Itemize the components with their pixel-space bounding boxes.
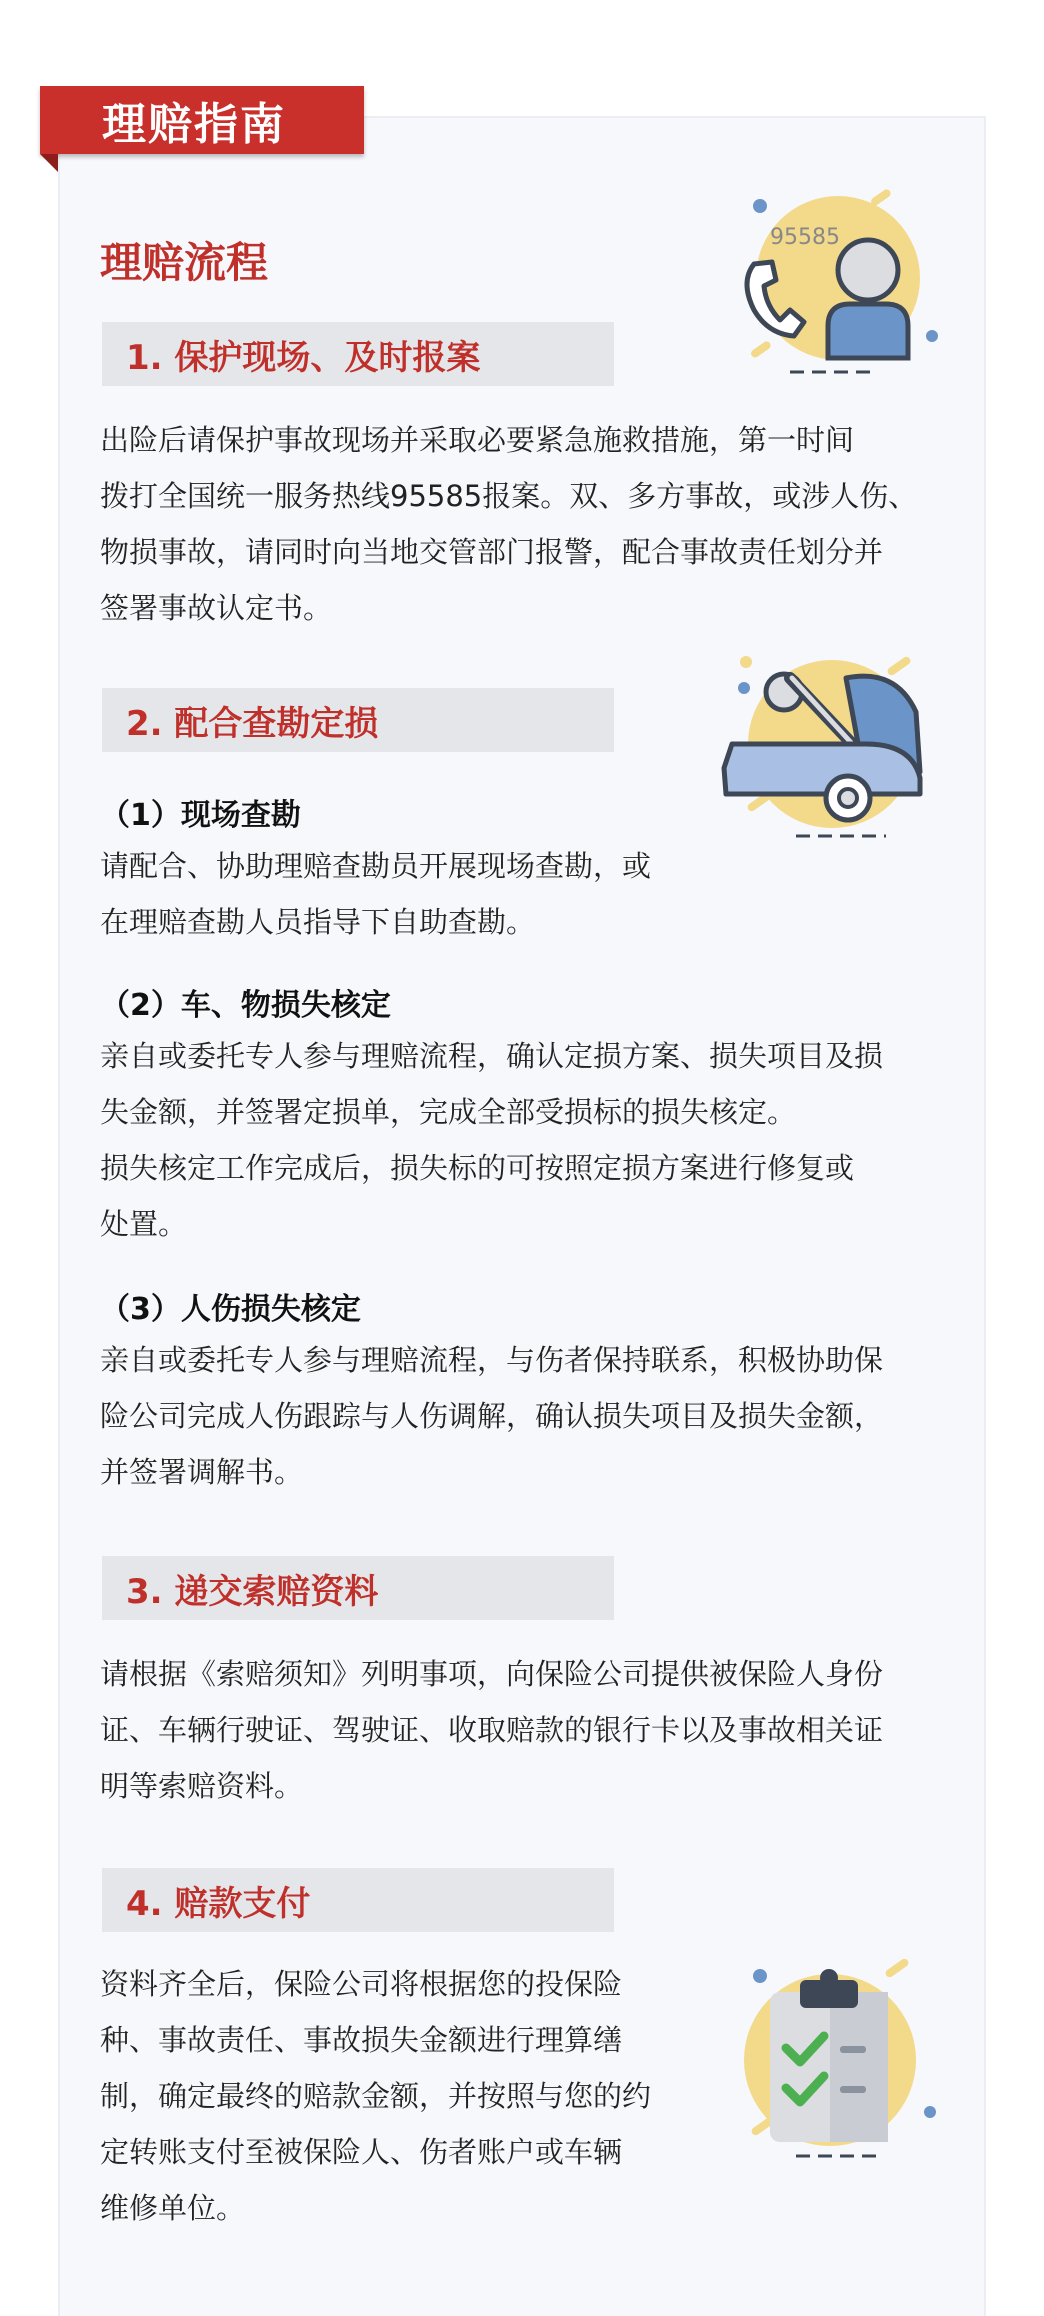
text-line: 并签署调解书。 bbox=[100, 1455, 304, 1489]
sub-2-title: （2）车、物损失核定 bbox=[100, 988, 391, 1023]
step-2-label: 2. 配合查勘定损 bbox=[126, 703, 379, 744]
text-line: 制，确定最终的赔款金额，并按照与您的约 bbox=[100, 2079, 652, 2113]
step-4-label: 4. 赔款支付 bbox=[126, 1883, 311, 1924]
banner-fold bbox=[40, 154, 58, 172]
sub-1-text bbox=[100, 838, 651, 950]
hotline-number: 95585 bbox=[770, 225, 840, 250]
text-line: 在理赔查勘人员指导下自助查勘。 bbox=[100, 905, 536, 939]
step-2-heading bbox=[102, 688, 614, 752]
text-line: 损失核定工作完成后，损失标的可按照定损方案进行修复或 bbox=[100, 1151, 855, 1185]
text-line: 出险后请保护事故现场并采取必要紧急施救措施，第一时间 bbox=[100, 423, 855, 457]
text-line: 处置。 bbox=[100, 1207, 188, 1241]
step-1-text bbox=[100, 412, 917, 636]
step-1-label: 1. 保护现场、及时报案 bbox=[126, 337, 481, 378]
text-line: 请根据《索赔须知》列明事项，向保险公司提供被保险人身份 bbox=[100, 1657, 884, 1691]
text-line: 亲自或委托专人参与理赔流程，确认定损方案、损失项目及损 bbox=[100, 1039, 884, 1073]
step-3-heading bbox=[102, 1556, 614, 1620]
text-line: 种、事故责任、事故损失金额进行理算缮 bbox=[100, 2023, 623, 2057]
text-line: 请配合、协助理赔查勘员开展现场查勘，或 bbox=[100, 849, 652, 883]
text-line: 险公司完成人伤跟踪与人伤调解，确认损失项目及损失金额， bbox=[100, 1399, 884, 1433]
text-line: 定转账支付至被保险人、伤者账户或车辆 bbox=[100, 2135, 623, 2169]
text-line: 证、车辆行驶证、驾驶证、收取赔款的银行卡以及事故相关证 bbox=[100, 1713, 884, 1747]
step-4-text bbox=[100, 1956, 651, 2236]
step-3-label: 3. 递交索赔资料 bbox=[126, 1571, 379, 1612]
step-4-heading bbox=[102, 1868, 614, 1932]
text-line: 签署事故认定书。 bbox=[100, 591, 333, 625]
hotline-person-icon bbox=[720, 186, 940, 396]
text-line: 物损事故，请同时向当地交管部门报警，配合事故责任划分并 bbox=[100, 535, 884, 569]
header-banner bbox=[40, 86, 364, 154]
text-line: 资料齐全后，保险公司将根据您的投保险 bbox=[100, 1967, 623, 2001]
step-3-text bbox=[100, 1646, 883, 1814]
section-title: 理赔流程 bbox=[100, 238, 269, 287]
text-line: 亲自或委托专人参与理赔流程，与伤者保持联系，积极协助保 bbox=[100, 1343, 884, 1377]
text-line: 维修单位。 bbox=[100, 2191, 246, 2225]
text-line: 拨打全国统一服务热线95585报案。双、多方事故，或涉人伤、 bbox=[100, 479, 918, 513]
step-1-heading bbox=[102, 322, 614, 386]
page-title: 理赔指南 bbox=[102, 99, 286, 150]
text-line: 失金额，并签署定损单，完成全部受损标的损失核定。 bbox=[100, 1095, 797, 1129]
text-line: 明等索赔资料。 bbox=[100, 1769, 304, 1803]
sub-3-title: （3）人伤损失核定 bbox=[100, 1292, 361, 1327]
sub-2-text bbox=[100, 1028, 883, 1252]
checklist-clipboard-icon bbox=[720, 1952, 940, 2172]
car-inspection-icon bbox=[716, 648, 940, 858]
sub-1-title: （1）现场查勘 bbox=[100, 798, 301, 833]
sub-3-text bbox=[100, 1332, 883, 1500]
